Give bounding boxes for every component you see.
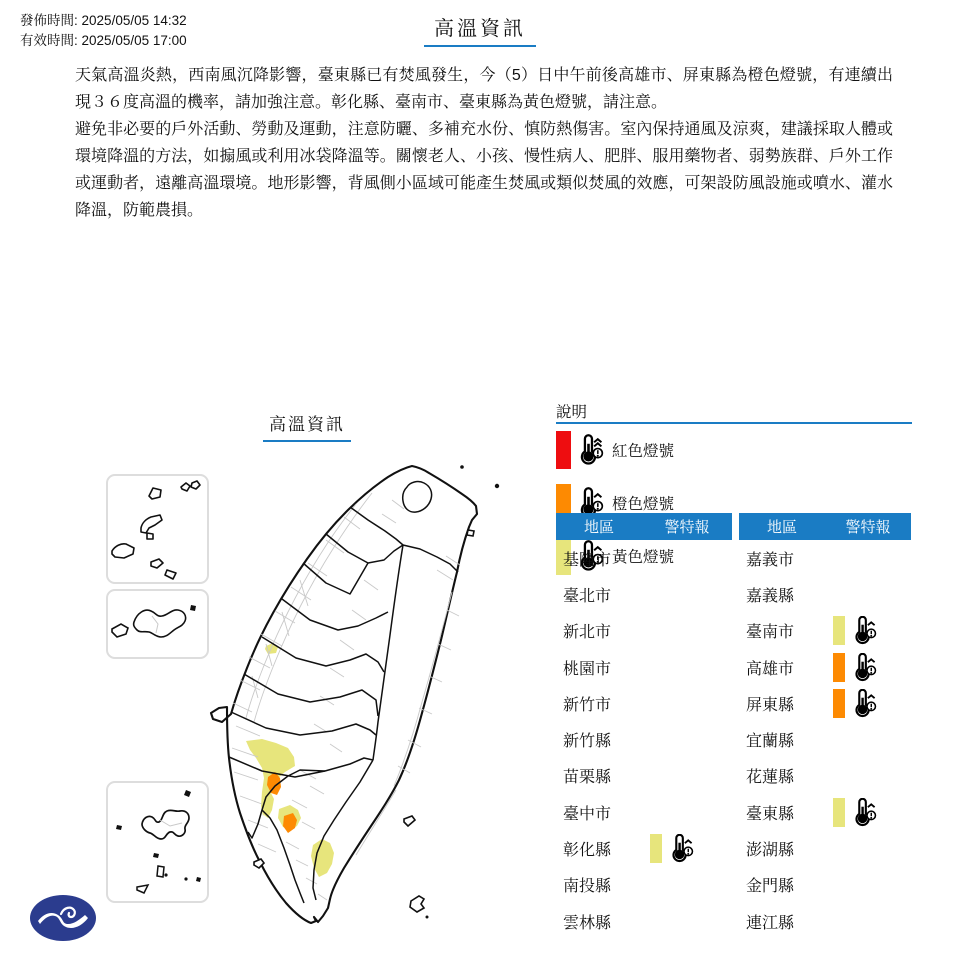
issue-time-value: 2025/05/05 14:32 [81, 13, 187, 28]
warning-cell [833, 797, 877, 827]
legend-divider [556, 422, 912, 424]
table-row [556, 540, 732, 576]
region-name: 花蓮縣 [746, 769, 795, 787]
heat-warning-thermometer-icon [851, 616, 877, 645]
legend-item-red [556, 430, 752, 470]
table-body-right [739, 540, 911, 939]
region-name: 新竹縣 [563, 733, 612, 751]
region-name: 嘉義縣 [746, 587, 795, 605]
red-swatch [556, 431, 571, 469]
region-name: 嘉義市 [746, 551, 795, 569]
table-row [739, 903, 911, 939]
table-body-left [556, 540, 732, 939]
map-title-text: 高溫資訊 [263, 410, 351, 442]
table-row [556, 903, 732, 939]
valid-time-value: 2025/05/05 17:00 [81, 33, 187, 48]
heat-warning-thermometer-icon [851, 798, 877, 827]
table-row [556, 721, 732, 757]
kinmen-inset [107, 590, 208, 658]
table-header-left [556, 513, 732, 540]
region-name: 金門縣 [746, 878, 795, 896]
cwa-wave-logo [28, 893, 98, 943]
legend-label: 紅色燈號 [612, 443, 675, 460]
table-row [739, 540, 911, 576]
warning-cell [650, 834, 694, 864]
bulletin-paragraph-2: 避免非必要的戶外活動、勞動及運動，注意防曬、多補充水份、慎防熱傷害。室內保持通風及涼爽，建議採取人體或環境降溫的方法，如搧風或利用冰袋降溫等。關懷老人、小孩、慢性病人、肥胖、服用藥物者、弱勢族群、戶外工作或運動者，遠離高溫環境。地形影響，背風側小區域可能產生焚風或類似焚風的效應，可架設防風設施或噴水、灌水降溫，防範農損。 [75, 121, 893, 219]
yellow-warning-swatch [650, 834, 662, 863]
warning-cell [833, 688, 877, 718]
orange-warning-swatch [833, 689, 845, 718]
region-name: 桃園市 [563, 660, 612, 678]
table-row [739, 576, 911, 612]
heat-warning-thermometer-icon [576, 434, 604, 466]
warning-tables [556, 513, 911, 939]
region-name: 高雄市 [746, 660, 795, 678]
table-row [556, 685, 732, 721]
map-title [217, 410, 397, 442]
region-name: 新北市 [563, 624, 612, 642]
column-header-warning: 警特報 [845, 519, 891, 536]
page-title [0, 12, 960, 47]
table-header-right [739, 513, 911, 540]
table-row [739, 794, 911, 830]
bulletin-paragraph-1: 天氣高溫炎熱，西南風沉降影響，臺東縣已有焚風發生，今（5）日中午前後高雄市、屏東縣為橙色燈號，有連續出現３６度高溫的機率，請加強注意。彰化縣、臺南市、臺東縣為黃色燈號，請注意。 [75, 67, 893, 111]
penghu-inset [107, 782, 208, 902]
region-name: 苗栗縣 [563, 769, 612, 787]
taiwan-county-map [0, 440, 560, 960]
warning-table-right [739, 513, 911, 939]
table-row [556, 576, 732, 612]
region-name: 彰化縣 [563, 842, 612, 860]
region-name: 雲林縣 [563, 914, 612, 932]
table-row [556, 794, 732, 830]
yellow-warning-swatch [833, 616, 845, 645]
region-name: 臺北市 [563, 587, 612, 605]
table-row [556, 649, 732, 685]
taiwan-main-island [211, 466, 477, 923]
valid-time-label: 有效時間: [20, 33, 78, 48]
table-row [556, 830, 732, 866]
table-row [739, 649, 911, 685]
region-name: 基隆市 [563, 551, 612, 569]
heat-warning-thermometer-icon [668, 834, 694, 863]
table-row [739, 867, 911, 903]
orange-warning-swatch [833, 653, 845, 682]
region-name: 新竹市 [563, 696, 612, 714]
table-row [739, 758, 911, 794]
column-header-region: 地區 [766, 519, 797, 536]
legend-label: 橙色燈號 [612, 496, 675, 513]
region-name: 臺南市 [746, 624, 795, 642]
table-row [556, 613, 732, 649]
table-row [556, 758, 732, 794]
table-row [556, 867, 732, 903]
table-row [739, 685, 911, 721]
region-name: 澎湖縣 [746, 842, 795, 860]
region-name: 臺東縣 [746, 805, 795, 823]
legend-title: 說明 [556, 404, 588, 421]
region-name: 連江縣 [746, 914, 795, 932]
column-header-warning: 警特報 [664, 519, 710, 536]
matsu-inset [107, 475, 208, 583]
legend-label: 黃色燈號 [612, 549, 675, 566]
issue-time-label: 發佈時間: [20, 13, 78, 28]
heat-warning-thermometer-icon [851, 689, 877, 718]
table-row [739, 613, 911, 649]
bulletin-text [75, 62, 893, 224]
page-title-text: 高溫資訊 [424, 12, 536, 47]
yellow-warning-swatch [833, 798, 845, 827]
table-row [739, 830, 911, 866]
region-name: 南投縣 [563, 878, 612, 896]
region-name: 臺中市 [563, 805, 612, 823]
warning-cell [833, 616, 877, 646]
region-name: 屏東縣 [746, 696, 795, 714]
warning-table-left [556, 513, 732, 939]
column-header-region: 地區 [583, 519, 614, 536]
region-name: 宜蘭縣 [746, 733, 795, 751]
warning-cell [833, 652, 877, 682]
table-row [739, 721, 911, 757]
heat-warning-thermometer-icon [851, 653, 877, 682]
